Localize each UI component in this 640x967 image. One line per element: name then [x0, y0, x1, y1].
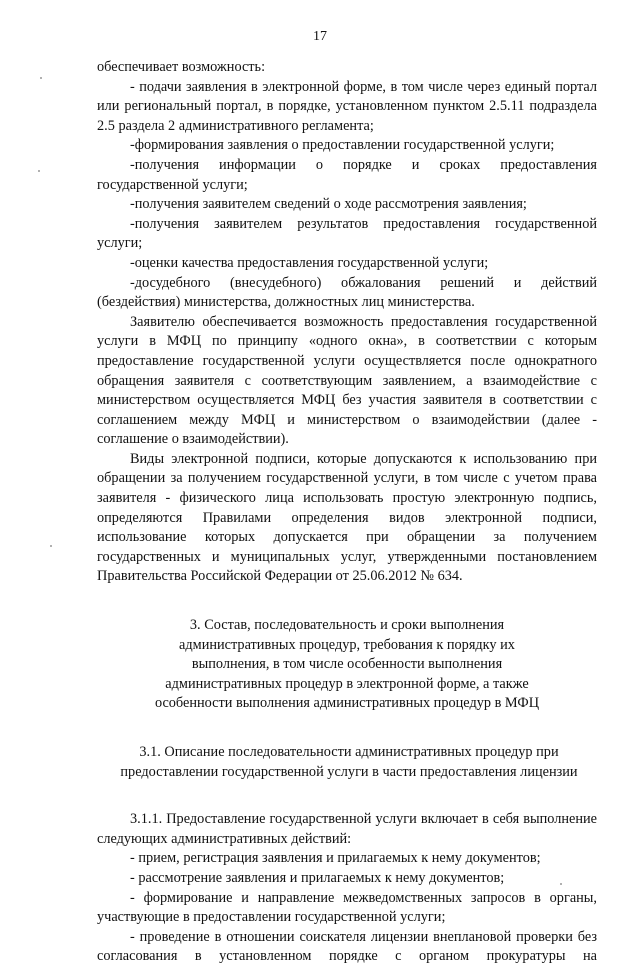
list-item-get-status: -получения заявителем сведений о ходе рассмотрения заявления;	[130, 196, 527, 213]
heading-line: выполнения, в том числе особенности выполнения	[191, 656, 503, 673]
heading-line: административных процедур в электронной форме, а также	[165, 675, 529, 692]
scan-speck	[38, 170, 40, 172]
paragraph-mfc: Заявителю обеспечивается возможность предоставления государственной услуги в МФЦ по принципу «одного окна», в соответствии с которым предоставление государственной услуги осуществляется после однократного обращения заявителя с соответствующим заявлением, а взаимодействие с министерством осуществляется МФЦ без участия заявителя в соответствии с соглашением между МФЦ и министерством о взаимодействии (далее - соглашение о взаимодействии).	[97, 313, 597, 448]
list-item-reception: - прием, регистрация заявления и прилагаемых к нему документов;	[130, 850, 541, 867]
paragraph-3-1-1: 3.1.1. Предоставление государственной услуги включает в себя выполнение следующих административных действий:	[97, 811, 597, 847]
paragraph-signature: Виды электронной подписи, которые допускаются к использованию при обращении за получением государственной услуги, в том числе с учетом права заявителя - физического лица использовать простую электронную подпись, определяются Правилами определения видов электронной подписи, использование которых допускается при обращении за получением государственных и муниципальных услуг, утвержденными постановлением Правительства Российской Федерации от 25.06.2012 № 634.	[97, 450, 597, 585]
list-item-inspection: - проведение в отношении соискателя лицензии внеплановой проверки без согласования в установленном порядке с органом прокуратуры на	[97, 928, 597, 965]
list-item-get-results: -получения заявителем результатов предоставления государственной услуги;	[97, 215, 597, 252]
page-number: 17	[313, 29, 327, 44]
scan-speck	[560, 883, 562, 885]
list-item-submit-electronic: - подачи заявления в электронной форме, в том числе через единый портал или региональный портал, в порядке, установленном пунктом 2.5.11 подраздела 2.5 раздела 2 административного регламента;	[97, 78, 597, 134]
section-3-heading	[97, 616, 597, 714]
list-item-form-application: -формирования заявления о предоставлении государственной услуги;	[130, 137, 555, 154]
list-item-appeal: -досудебного (внесудебного) обжалования решений и действий (бездействия) министерства, должностных лиц министерства.	[97, 274, 597, 311]
heading-line: особенности выполнения административных процедур в МФЦ	[154, 695, 540, 712]
list-item-interagency-requests: - формирование и направление межведомственных запросов в органы, участвующие в предоставлении государственной услуги;	[97, 889, 597, 926]
document-body	[97, 58, 597, 967]
heading-line: административных процедур, требования к порядку их	[179, 636, 515, 653]
heading-line: 3.1. Описание последовательности административных процедур при	[139, 744, 559, 760]
scan-speck	[40, 77, 42, 79]
heading-line: предоставлении государственной услуги в части предоставления лицензии	[120, 763, 578, 780]
section-3-1-heading	[97, 743, 597, 782]
paragraph-intro: обеспечивает возможность:	[97, 59, 266, 75]
list-item-quality-rating: -оценки качества предоставления государственной услуги;	[130, 254, 489, 271]
heading-line: 3. Состав, последовательность и сроки выполнения	[189, 617, 505, 634]
list-item-get-info: -получения информации о порядке и сроках предоставления государственной услуги;	[97, 156, 597, 193]
list-item-review: - рассмотрение заявления и прилагаемых к нему документов;	[130, 869, 505, 886]
scan-speck	[50, 545, 52, 547]
